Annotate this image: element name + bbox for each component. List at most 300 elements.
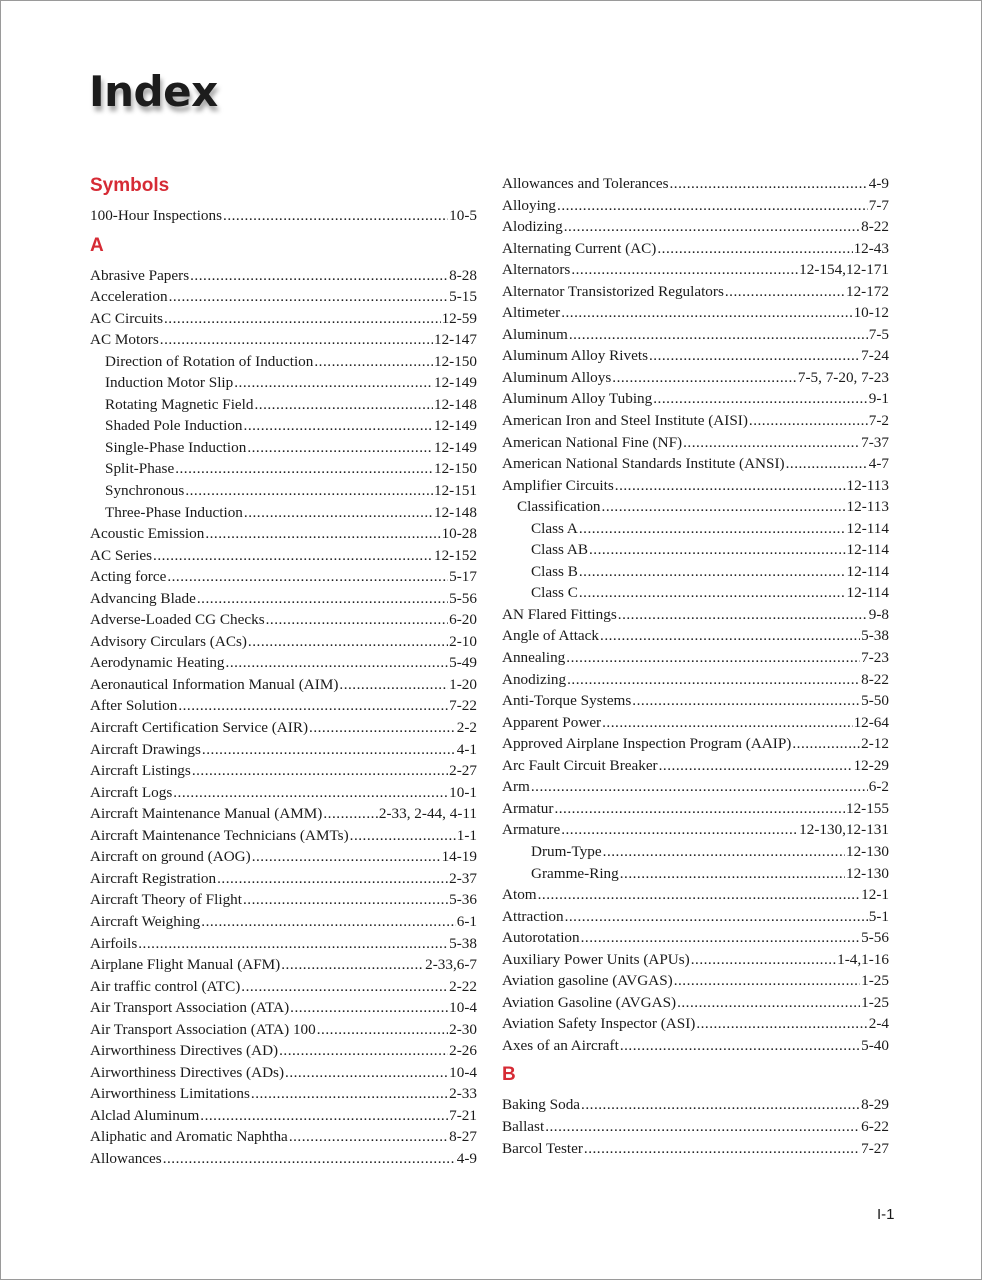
entry-pages: 12-113 [846,498,889,516]
entry-term: Airworthiness Limitations [90,1085,250,1103]
index-subentry [502,841,889,863]
entry-term: Altimeter [502,304,561,322]
entry-term: Split-Phase [105,460,175,478]
entry-term: Arm [502,778,530,796]
index-entry [502,367,889,389]
index-entry [502,388,889,410]
entry-term: Rotating Magnetic Field [105,395,254,413]
entry-term: Acoustic Emission [90,525,205,543]
index-entry [502,1035,889,1057]
entry-term: Classification [517,498,601,516]
entry-pages: 12-150 [433,460,477,478]
entry-term: Class B [531,562,578,580]
dot-leader [581,1094,860,1116]
entry-pages: 5-50 [861,692,889,710]
entry-term: Aviation Safety Inspector (ASI) [502,1015,696,1033]
index-entry [502,647,889,669]
entry-term: Anti-Torque Systems [502,692,632,710]
entry-term: Allowances and Tolerances [502,175,669,192]
entry-term: Alclad Aluminum [90,1106,200,1124]
entry-term: Aluminum [502,325,568,343]
index-entry [502,927,889,949]
entry-pages: 12-130 [845,842,889,860]
entry-pages: 12-148 [433,503,477,521]
entry-pages: 8-27 [449,1128,477,1146]
index-entry [90,1148,477,1170]
index-entry [90,825,477,847]
entry-pages: 9-1 [868,390,889,408]
entry-pages: 7-5 [868,325,889,343]
index-entry [90,329,477,351]
dot-leader [554,798,845,820]
dot-leader [167,566,448,588]
dot-leader [581,927,861,949]
entry-pages: 7-7 [868,196,889,214]
entry-term: Class AB [531,541,588,559]
entry-pages: 2-33,6-7 [425,956,477,974]
entry-term: Armature [502,821,561,839]
entry-pages: 8-29 [861,1096,889,1114]
index-entry [502,733,889,755]
entry-term: Aluminum Alloy Rivets [502,347,648,365]
entry-pages: 14-19 [441,848,477,866]
entry-pages: 12-147 [433,331,477,349]
index-entry [90,889,477,911]
index-entry [502,1116,889,1138]
entry-pages: 2-30 [449,1020,477,1038]
index-entry [502,281,889,303]
entry-pages: 1-4,1-16 [837,950,889,968]
entry-pages: 2-2 [456,719,477,737]
entry-pages: 10-4 [449,999,477,1017]
entry-pages: 6-22 [861,1117,889,1135]
entry-term: Abrasive Papers [90,266,190,284]
entry-pages: 12-64 [853,713,889,731]
dot-leader [163,1148,456,1170]
entry-pages: 12-150 [433,352,477,370]
entry-term: Class C [531,584,578,602]
entry-term: Anodizing [502,670,567,688]
dot-leader [202,739,456,761]
entry-term: Atom [502,886,537,904]
entry-term: After Solution [90,697,178,715]
entry-pages: 5-36 [449,891,477,909]
entry-term: Arc Fault Circuit Breaker [502,756,658,774]
entry-term: American Iron and Steel Institute (AISI) [502,412,748,430]
entry-term: Alternator Transistorized Regulators [502,282,724,300]
entry-pages: 6-2 [868,778,889,796]
entry-term: Auxiliary Power Units (APUs) [502,950,690,968]
index-entry [502,625,889,647]
entry-pages: 10-12 [853,304,889,322]
entry-term: Aircraft Registration [90,869,217,887]
entry-term: Ballast [502,1117,545,1135]
dot-leader [201,911,455,933]
entry-pages: 2-22 [449,977,477,995]
entry-term: Airfoils [90,934,138,952]
entry-term: Aerodynamic Heating [90,654,225,672]
entry-term: Airworthiness Directives (ADs) [90,1063,285,1081]
index-subentry [502,496,889,518]
dot-leader [252,846,441,868]
entry-pages: 1-25 [861,993,889,1011]
entry-pages: 12-43 [853,239,889,257]
dot-leader [350,825,456,847]
index-entry [502,173,889,195]
dot-leader [632,690,860,712]
dot-leader [545,1116,860,1138]
dot-leader [584,1138,860,1160]
index-entry [90,695,477,717]
index-entry [90,760,477,782]
dot-leader [657,238,852,260]
entry-term: Apparent Power [502,713,602,731]
dot-leader [538,884,861,906]
entry-pages: 5-40 [861,1036,889,1054]
entry-term: Angle of Attack [502,627,600,645]
index-entry [90,205,477,227]
dot-leader [569,324,868,346]
index-entry [502,604,889,626]
dot-leader [571,259,798,281]
entry-term: Aliphatic and Aromatic Naphtha [90,1128,288,1146]
dot-leader [290,997,448,1019]
dot-leader [670,173,868,195]
entry-pages: 12-130,12-131 [799,821,889,839]
entry-pages: 2-37 [449,869,477,887]
index-entry [502,453,889,475]
dot-leader [749,410,868,432]
index-entry [90,954,477,976]
entry-term: Adverse-Loaded CG Checks [90,611,265,629]
dot-leader [153,545,433,567]
entry-term: Aviation gasoline (AVGAS) [502,972,673,990]
dot-leader [192,760,448,782]
entry-term: Shaded Pole Induction [105,417,243,435]
entry-pages: 7-2 [868,412,889,430]
dot-leader [691,949,836,971]
entry-pages: 12-172 [845,282,889,300]
dot-leader [339,674,448,696]
dot-leader [725,281,845,303]
entry-pages: 7-5, 7-20, 7-23 [797,368,889,386]
index-subentry [90,415,477,437]
dot-leader [792,733,860,755]
entry-term: Aircraft Listings [90,762,191,780]
index-subentry [90,437,477,459]
index-entry [90,717,477,739]
entry-term: Aircraft Drawings [90,740,201,758]
entry-pages: 1-1 [456,826,477,844]
index-entry [90,674,477,696]
entry-term: Single-Phase Induction [105,438,247,456]
index-entry [502,345,889,367]
entry-pages: 6-1 [456,912,477,930]
entry-pages: 12-29 [853,756,889,774]
dot-leader [226,652,449,674]
index-entry [90,286,477,308]
index-subentry [90,458,477,480]
index-entry [502,970,889,992]
entry-term: Barcol Tester [502,1139,583,1157]
index-entry [90,523,477,545]
entry-pages: 5-15 [449,288,477,306]
dot-leader [579,582,846,604]
dot-leader [173,782,448,804]
dot-leader [169,286,449,308]
dot-leader [620,863,845,885]
index-entry [90,846,477,868]
entry-term: Acting force [90,568,167,586]
index-entry [90,911,477,933]
entry-term: Autorotation [502,929,580,947]
entry-pages: 4-7 [868,455,889,473]
entry-term: American National Fine (NF) [502,433,683,451]
entry-term: Annealing [502,649,566,667]
entry-pages: 5-17 [449,568,477,586]
index-entry [90,739,477,761]
dot-leader [579,518,846,540]
entry-term: Induction Motor Slip [105,374,234,392]
dot-leader [205,523,440,545]
entry-pages: 2-33, 2-44, 4-11 [378,805,477,823]
dot-leader [281,954,424,976]
index-entry [90,609,477,631]
page-number: I-1 [877,1206,895,1223]
index-entry [502,884,889,906]
index-entry [502,410,889,432]
section-heading: B [502,1064,516,1086]
entry-pages: 5-56 [861,929,889,947]
index-subentry [502,561,889,583]
entry-term: Airworthiness Directives (AD) [90,1042,279,1060]
dot-leader [589,539,846,561]
index-entry [502,798,889,820]
dot-leader [234,372,433,394]
dot-leader [618,604,868,626]
entry-term: Aircraft Maintenance Manual (AMM) [90,805,323,823]
index-subentry [90,372,477,394]
dot-leader [285,1062,448,1084]
entry-pages: 8-28 [449,266,477,284]
index-entry [90,1062,477,1084]
entry-term: Aluminum Alloys [502,368,612,386]
entry-term: Gramme-Ring [531,864,619,882]
index-entry [90,1105,477,1127]
dot-leader [612,367,797,389]
entry-term: Aircraft Weighing [90,912,201,930]
entry-term: Aircraft Logs [90,783,173,801]
index-entry [90,803,477,825]
dot-leader [247,437,433,459]
dot-leader [683,432,860,454]
dot-leader [223,205,448,227]
entry-term: Aircraft on ground (AOG) [90,848,251,866]
dot-leader [602,496,846,518]
entry-pages: 2-10 [449,632,477,650]
entry-pages: 12-151 [433,482,477,500]
entry-pages: 7-27 [861,1139,889,1157]
entry-term: Acceleration [90,288,168,306]
entry-term: Approved Airplane Inspection Program (AAIP) [502,735,792,753]
index-entry [502,195,889,217]
dot-leader [248,631,448,653]
dot-leader [309,717,456,739]
index-entry [502,712,889,734]
index-entry [502,1094,889,1116]
entry-term: Advancing Blade [90,589,196,607]
entry-pages: 4-9 [868,175,889,192]
entry-pages: 4-1 [456,740,477,758]
dot-leader [659,755,853,777]
entry-pages: 10-4 [449,1063,477,1081]
dot-leader [217,868,448,890]
index-subentry [90,480,477,502]
entry-term: Attraction [502,907,564,925]
entry-pages: 10-5 [449,207,477,224]
dot-leader [674,970,860,992]
index-entry [90,933,477,955]
dot-leader [175,458,433,480]
dot-leader [200,1105,448,1127]
index-entry [90,652,477,674]
entry-pages: 2-12 [861,735,889,753]
entry-pages: 12-59 [441,309,477,327]
index-subentry [90,394,477,416]
entry-pages: 12-130 [845,864,889,882]
entry-term: American National Standards Institute (ANSI) [502,455,785,473]
entry-pages: 7-21 [449,1106,477,1124]
dot-leader [566,647,860,669]
dot-leader [603,841,845,863]
entry-pages: 7-22 [449,697,477,715]
index-entry [502,669,889,691]
index-subentry [90,502,477,524]
dot-leader [266,609,449,631]
dot-leader [696,1013,867,1035]
entry-pages: 4-9 [456,1149,477,1167]
dot-leader [160,329,433,351]
entry-term: AN Flared Fittings [502,605,617,623]
entry-term: Aviation Gasoline (AVGAS) [502,993,677,1011]
index-entry [502,216,889,238]
entry-pages: 5-56 [449,589,477,607]
entry-term: Class A [531,519,578,537]
entry-term: AC Series [90,546,153,564]
entry-term: Axes of an Aircraft [502,1036,619,1054]
index-entry [502,259,889,281]
index-entry [90,265,477,287]
index-entry [90,308,477,330]
dot-leader [786,453,868,475]
entry-term: Direction of Rotation of Induction [105,352,314,370]
entry-pages: 10-28 [441,525,477,543]
entry-term: Air Transport Association (ATA) 100 [90,1020,316,1038]
entry-pages: 12-149 [433,374,477,392]
index-column-left [90,173,477,1170]
entry-pages: 12-152 [433,546,477,564]
index-entry [90,631,477,653]
dot-leader [241,976,448,998]
entry-term: Baking Soda [502,1096,581,1114]
dot-leader [251,1083,448,1105]
entry-term: Aircraft Certification Service (AIR) [90,719,309,737]
dot-leader [138,933,448,955]
dot-leader [244,502,433,524]
entry-term: AC Motors [90,331,159,349]
dot-leader [314,351,433,373]
index-entry [502,949,889,971]
entry-term: 100-Hour Inspections [90,207,223,224]
entry-pages: 12-1 [861,886,889,904]
entry-pages: 12-148 [433,395,477,413]
entry-pages: 12-114 [846,562,889,580]
entry-pages: 9-8 [868,605,889,623]
entry-pages: 5-1 [868,907,889,925]
dot-leader [317,1019,448,1041]
entry-pages: 10-1 [449,783,477,801]
entry-pages: 12-114 [846,541,889,559]
entry-pages: 2-33 [449,1085,477,1103]
index-entry [502,755,889,777]
entry-term: Air traffic control (ATC) [90,977,241,995]
dot-leader [620,1035,860,1057]
entry-pages: 7-37 [861,433,889,451]
entry-term: Drum-Type [531,842,602,860]
entry-pages: 12-154,12-171 [799,261,889,279]
entry-term: Synchronous [105,482,185,500]
index-entry [90,782,477,804]
entry-term: Aircraft Maintenance Technicians (AMTs) [90,826,349,844]
entry-term: Aircraft Theory of Flight [90,891,242,909]
index-entry [502,1138,889,1160]
index-entry [90,588,477,610]
index-entry [90,997,477,1019]
entry-term: Alternators [502,261,571,279]
dot-leader [653,388,868,410]
entry-pages: 6-20 [449,611,477,629]
index-entry [502,819,889,841]
index-entry [502,324,889,346]
entry-term: Alternating Current (AC) [502,239,657,257]
index-entry [90,1083,477,1105]
entry-pages: 8-22 [861,218,889,236]
index-column-right [502,173,889,1159]
entry-pages: 1-25 [861,972,889,990]
dot-leader [185,480,433,502]
entry-pages: 5-49 [449,654,477,672]
index-entry [90,976,477,998]
dot-leader [244,415,433,437]
index-entry [90,566,477,588]
entry-pages: 2-4 [868,1015,889,1033]
index-entry [502,238,889,260]
dot-leader [567,669,860,691]
dot-leader [178,695,448,717]
entry-pages: 12-149 [433,438,477,456]
index-entry [502,302,889,324]
dot-leader [279,1040,448,1062]
index-entry [502,776,889,798]
index-entry [90,545,477,567]
index-subentry [502,863,889,885]
dot-leader [531,776,868,798]
dot-leader [164,308,441,330]
index-entry [90,868,477,890]
index-entry [90,1126,477,1148]
index-entry [502,475,889,497]
dot-leader [677,992,860,1014]
